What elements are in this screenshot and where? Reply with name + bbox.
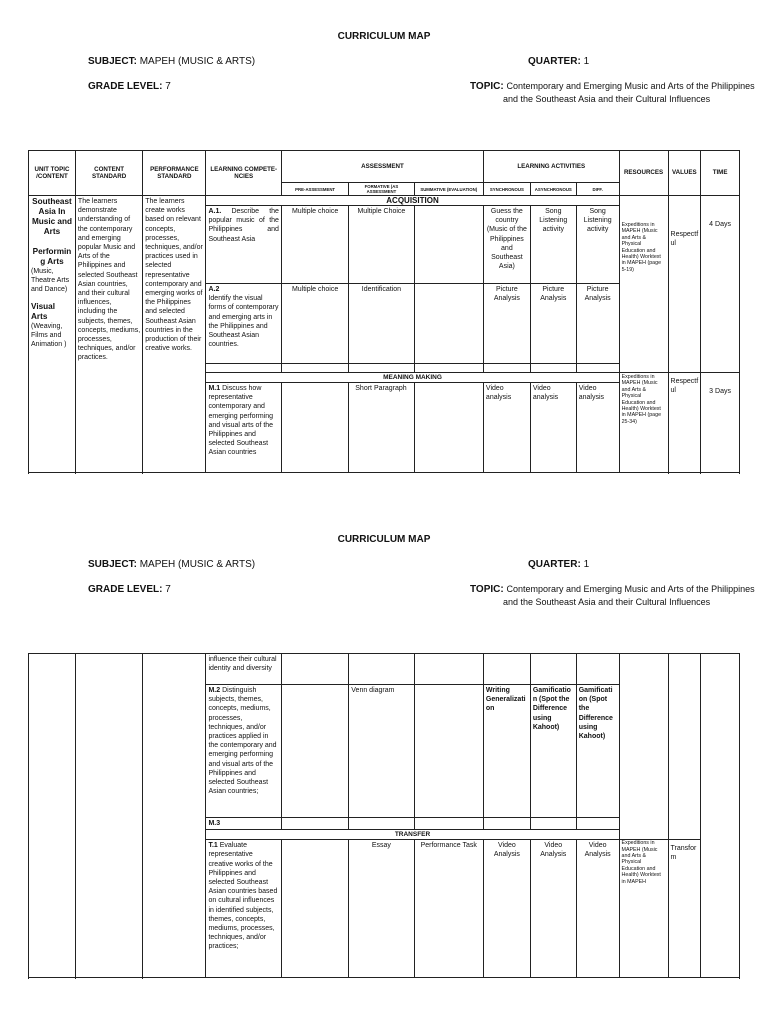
col-summative: SUMMATIVE (EVALUATION) bbox=[414, 183, 483, 196]
col-asynchronous: ASYNCHRONOUS bbox=[530, 183, 576, 196]
resources-cell-2: Expeditions in MAPEH (Music and Arts & Physical Education and Health) Worktext in MAPEH (page 25-34) bbox=[619, 373, 668, 473]
a2-diff: Picture Analysis bbox=[576, 284, 619, 364]
competency-m1-cont: influence their cultural identity and diversity bbox=[206, 654, 281, 685]
col-performance-standard: PERFORMANCE STANDARD bbox=[143, 151, 206, 196]
m1-asynchronous: Video analysis bbox=[530, 383, 576, 473]
col-unit: UNIT TOPIC /CONTENT bbox=[29, 151, 76, 196]
col-values: VALUES bbox=[668, 151, 701, 196]
t1-synchronous: Video Analysis bbox=[483, 840, 530, 978]
section-transfer: TRANSFER bbox=[206, 830, 619, 840]
subject-line-2: SUBJECT: MAPEH (MUSIC & ARTS) bbox=[88, 559, 256, 570]
quarter-line-2: QUARTER: 1 bbox=[528, 559, 590, 570]
m2-asynchronous: Gamification (Spot the Difference using Kahoot) bbox=[530, 685, 576, 818]
m2-pre-assessment bbox=[281, 685, 348, 818]
col-competencies: LEARNING COMPETE-NCIES bbox=[206, 151, 281, 196]
a1-synchronous: Guess the country (Music of the Philippines and Southeast Asia) bbox=[483, 206, 530, 284]
col-synchronous: SYNCHRONOUS bbox=[483, 183, 530, 196]
competency-t1: T.1 Evaluate representative creative works of the Philippines and selected Southeast Asian countries based on cultural influences in identified subjects, themes, concepts, mediums, processes, techniques, and/or practices; bbox=[206, 840, 281, 978]
col-activities: LEARNING ACTIVITIES bbox=[483, 151, 619, 183]
resources-cell-3 bbox=[619, 654, 668, 840]
content-standard-cell-2 bbox=[75, 654, 142, 978]
resources-cell-1: Expeditions in MAPEH (Music and Arts & Physical Education and Health) Worktext in MAPEH (page 5-19) bbox=[619, 196, 668, 373]
a2-formative: Identification bbox=[349, 284, 414, 364]
a2-pre-assessment: Multiple choice bbox=[281, 284, 348, 364]
resources-cell-4: Expeditions in MAPEH (Music and Arts & Physical Education and Health) Worktext in MAPEH bbox=[619, 840, 668, 978]
unit-topic-cell: Southeast Asia In Music and Arts Performing Arts (Music, Theatre Arts and Dance) Visual Arts (Weaving, Films and Animation ) bbox=[29, 196, 76, 473]
page-title-2: CURRICULUM MAP bbox=[337, 534, 431, 545]
competency-a1: A.1. Describe the popular music of the Philippines and Southeast Asia bbox=[206, 206, 281, 284]
a1-pre-assessment: Multiple choice bbox=[281, 206, 348, 284]
curriculum-table-2 bbox=[28, 653, 740, 978]
values-cell-4: Transform bbox=[668, 840, 701, 978]
a1-formative: Multiple Choice bbox=[349, 206, 414, 284]
t1-asynchronous: Video Analysis bbox=[530, 840, 576, 978]
col-time: TIME bbox=[701, 151, 740, 196]
grade-level-line-2: GRADE LEVEL: 7 bbox=[88, 584, 171, 595]
competency-m2: M.2 Distinguish subjects, themes, concepts, mediums, processes, techniques, and/or practices applied in the contemporary and emerging performing and visual arts of the Philippines and selected Southeast Asian countries; bbox=[206, 685, 281, 818]
col-assessment: ASSESSMENT bbox=[281, 151, 483, 183]
competency-m1: M.1 Discuss how representative contemporary and emerging performing and visual arts of the Philippines and selected Southeast Asian countries bbox=[206, 383, 281, 473]
topic-line-2: TOPIC: Contemporary and Emerging Music and Arts of the Philippines and the Southeast Asia and their Cultural Influences bbox=[470, 584, 755, 607]
unit-topic-cell-2 bbox=[29, 654, 76, 978]
a2-synchronous: Picture Analysis bbox=[483, 284, 530, 364]
time-cell-1: 4 Days bbox=[701, 196, 740, 373]
grade-level-line: GRADE LEVEL: 7 bbox=[88, 81, 171, 92]
performance-standard-cell: The learners create works based on relevant concepts, processes, techniques, and/or practices used in selected representative contemporary and emerging works of the Philippines and selected Southeast Asian countries in the production of their creative works. bbox=[143, 196, 206, 473]
m1-pre-assessment bbox=[281, 383, 348, 473]
m1-synchronous: Video analysis bbox=[483, 383, 530, 473]
competency-m3: M.3 bbox=[206, 818, 281, 830]
a1-summative bbox=[414, 206, 483, 284]
blank-row bbox=[206, 364, 281, 373]
values-cell-3 bbox=[668, 654, 701, 840]
m1-summative bbox=[414, 383, 483, 473]
m1-diff: Video analysis bbox=[576, 383, 619, 473]
col-content-standard: CONTENT STANDARD bbox=[75, 151, 142, 196]
m2-synchronous: Writing Generalization bbox=[483, 685, 530, 818]
a2-summative bbox=[414, 284, 483, 364]
col-resources: RESOURCES bbox=[619, 151, 668, 196]
m1-formative: Short Paragraph bbox=[349, 383, 414, 473]
col-diff: DIFF. bbox=[576, 183, 619, 196]
quarter-line: QUARTER: 1 bbox=[528, 56, 590, 67]
m2-summative bbox=[414, 685, 483, 818]
a1-diff: Song Listening activity bbox=[576, 206, 619, 284]
page-1 bbox=[0, 0, 768, 500]
page-title: CURRICULUM MAP bbox=[337, 31, 431, 42]
performance-standard-cell-2 bbox=[143, 654, 206, 978]
m2-formative: Venn diagram bbox=[349, 685, 414, 818]
curriculum-table-1 bbox=[28, 150, 740, 473]
t1-summative: Performance Task bbox=[414, 840, 483, 978]
t1-diff: Video Analysis bbox=[576, 840, 619, 978]
section-acquisition: ACQUISITION bbox=[206, 196, 619, 206]
section-meaning-making: MEANING MAKING bbox=[206, 373, 619, 383]
col-pre-assessment: PRE-ASSESSMENT bbox=[281, 183, 348, 196]
content-standard-cell: The learners demonstrate understanding of the contemporary and emerging popular Music and Arts of the Philippines and selected Southeast Asian countries, and their cultural influences, including the subjects, themes, concepts, mediums, processes, techniques, and/or practices. bbox=[75, 196, 142, 473]
col-formative: FORMATIVE (AS ASSESSMENT bbox=[349, 183, 414, 196]
competency-a2: A.2 Identify the visual forms of contemporary and emerging arts in the Philippines and Southeast Asian countries. bbox=[206, 284, 281, 364]
m2-diff: Gamification (Spot the Difference using Kahoot) bbox=[576, 685, 619, 818]
t1-formative: Essay bbox=[349, 840, 414, 978]
time-cell-3 bbox=[701, 654, 740, 978]
a1-asynchronous: Song Listening activity bbox=[530, 206, 576, 284]
t1-pre-assessment bbox=[281, 840, 348, 978]
page-2 bbox=[0, 503, 768, 1003]
time-cell-2: 3 Days bbox=[701, 373, 740, 473]
values-cell-2: Respectful bbox=[668, 373, 701, 473]
values-cell-1: Respectful bbox=[668, 196, 701, 373]
subject-line: SUBJECT: MAPEH (MUSIC & ARTS) bbox=[88, 56, 256, 67]
a2-asynchronous: Picture Analysis bbox=[530, 284, 576, 364]
topic-line: TOPIC: Contemporary and Emerging Music and Arts of the Philippines and the Southeast Asia and their Cultural Influences bbox=[470, 81, 755, 104]
